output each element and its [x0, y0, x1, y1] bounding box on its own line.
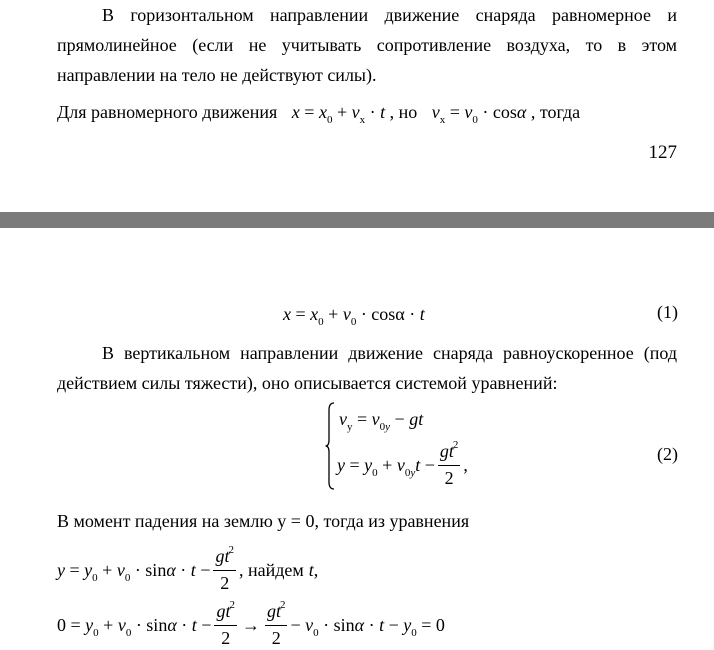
find-text: , найдем — [238, 559, 304, 580]
paragraph-vertical-motion: В вертикальном направлении движение снаряда равноускоренное (под действием силы тяжести), оно описывается системой уравнений: — [57, 343, 677, 393]
page-number: 127 — [648, 142, 677, 163]
equation-1: $x = x_0 + v_0 \cdot \cos\alpha \cdot t$ — [283, 304, 425, 328]
equation-2-line1: $v_y = v_{0y}$ − gt — [339, 409, 424, 433]
page-separator — [0, 212, 714, 228]
then-text: , тогда — [530, 102, 581, 122]
equation-zero: $0 = y_0 + v_0 \cdot \sin\alpha \cdot t$ − $\frac{gt^2}{2}$ → $\frac{gt^2}{2}$ − $v_0 \cdot \sin\alpha \cdot t - y_0 = 0$ — [57, 599, 445, 648]
fraction-gt2-over-2: $\frac{gt^2}{2}$ — [215, 544, 234, 593]
paragraph-landing-moment: В момент падения на землю y = 0, тогда из уравнения — [57, 511, 470, 531]
paragraph-horizontal-motion: В горизонтальном направлении движение снаряда равномерное и прямолинейное (если не учитывать сопротивление воздуха, то в этом направлении на тело не действуют силы). — [57, 5, 677, 85]
formula-vx: $v_x = v_0 \cdot \cos\alpha$ — [431, 102, 527, 126]
uniform-motion-line — [57, 97, 580, 130]
equation-2-number: (2) — [657, 444, 678, 464]
fraction-gt2-over-2: $\frac{gt^2}{2}$ — [439, 439, 459, 488]
but-text: , но — [389, 102, 418, 122]
system-brace — [325, 402, 335, 490]
find-comma: , — [313, 559, 319, 580]
formula-x-uniform: $x = x_0 + v_x \cdot t$ — [291, 102, 386, 126]
uniform-motion-text: Для равномерного движения — [57, 102, 278, 122]
equation-find-t: $y = y_0 + v_0 \cdot \sin\alpha \cdot t$ − $\frac{gt^2}{2}$ , найдем t , — [57, 544, 319, 593]
equation-2-line2: $y = y_0 + v_{0y}t$ − $\frac{gt^2}{2}$ , — [337, 439, 468, 488]
equation-1-number: (1) — [657, 302, 678, 322]
find-variable: t — [308, 559, 314, 580]
fraction-gt2-over-2: $\frac{gt^2}{2}$ — [216, 599, 235, 648]
fraction-gt2-over-2: $\frac{gt^2}{2}$ — [266, 599, 286, 648]
